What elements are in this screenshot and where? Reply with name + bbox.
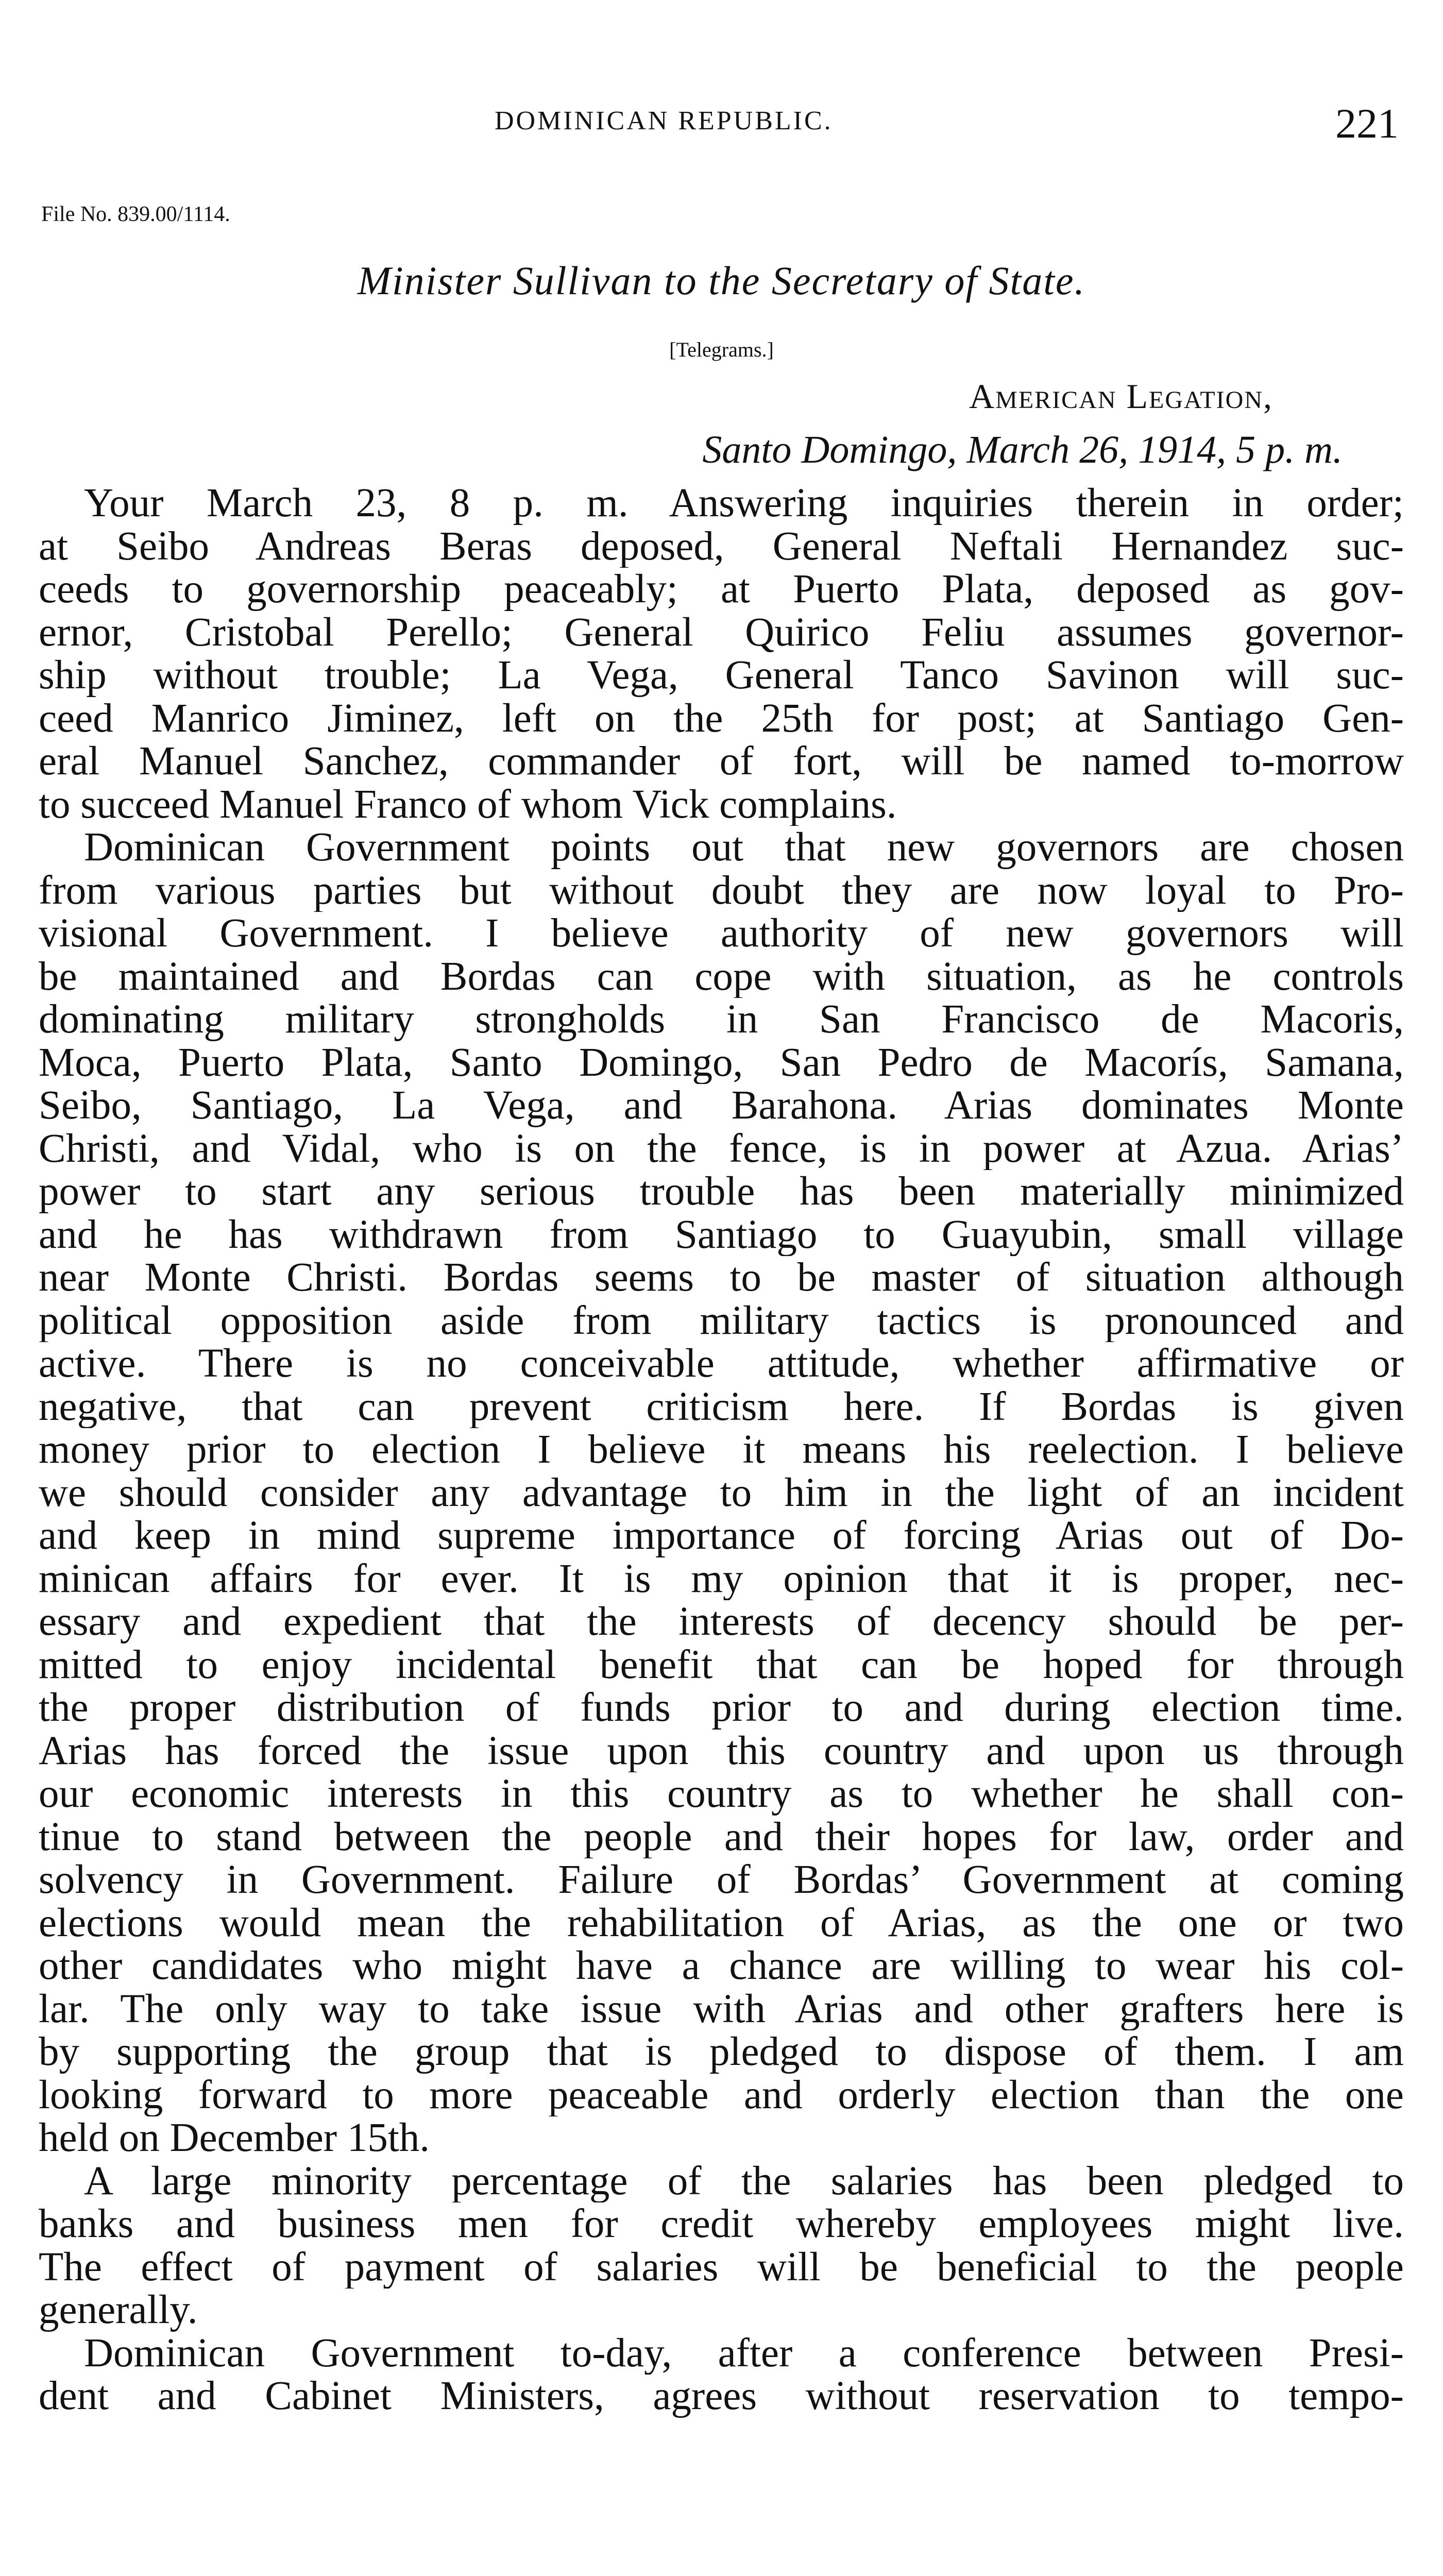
text-line: our economic interests in this country as to whether he shall con-	[39, 1772, 1404, 1816]
text-line: visional Government. I believe authority of new governors will	[39, 912, 1404, 955]
text-line: Seibo, Santiago, La Vega, and Barahona. Arias dominates Monte	[39, 1084, 1404, 1127]
text-line: Arias has forced the issue upon this country and upon us through	[39, 1729, 1404, 1772]
text-line: solvency in Government. Failure of Bordas’ Government at coming	[39, 1858, 1404, 1902]
text-line: Dominican Government points out that new governors are chosen	[84, 826, 1404, 869]
text-line: ceed Manrico Jiminez, left on the 25th for post; at Santiago Gen-	[39, 697, 1404, 740]
page-number: 221	[1335, 100, 1399, 147]
text-line: eral Manuel Sanchez, commander of fort, will be named to-morrow	[39, 740, 1404, 783]
text-line: the proper distribution of funds prior to and during election time.	[39, 1686, 1404, 1730]
text-line: active. There is no conceivable attitude, whether affirmative or	[39, 1342, 1404, 1385]
text-line: ceeds to governorship peaceably; at Puerto Plata, deposed as gov-	[39, 568, 1404, 611]
text-line: essary and expedient that the interests of decency should be per-	[39, 1600, 1404, 1643]
text-line: Christi, and Vidal, who is on the fence, is in power at Azua. Arias’	[39, 1127, 1404, 1170]
text-line: power to start any serious trouble has been materially minimized	[39, 1170, 1404, 1213]
text-line: and he has withdrawn from Santiago to Guayubin, small village	[39, 1213, 1404, 1256]
text-line: ship without trouble; La Vega, General Tanco Savinon will suc-	[39, 654, 1404, 697]
text-line: minican affairs for ever. It is my opinion that it is proper, nec-	[39, 1557, 1404, 1600]
text-line: negative, that can prevent criticism here. If Bordas is given	[39, 1385, 1404, 1428]
sender-heading: American Legation,	[969, 377, 1273, 416]
text-line: be maintained and Bordas can cope with situation, as he controls	[39, 955, 1404, 998]
text-line: banks and business men for credit whereby employees might live.	[39, 2202, 1404, 2246]
text-line: and keep in mind supreme importance of forcing Arias out of Do-	[39, 1514, 1404, 1557]
body-text	[39, 482, 1404, 2418]
text-line: dent and Cabinet Ministers, agrees without reservation to tempo-	[39, 2375, 1404, 2418]
text-line: money prior to election I believe it means his reelection. I believe	[39, 1428, 1404, 1471]
text-line: near Monte Christi. Bordas seems to be master of situation although	[39, 1256, 1404, 1299]
place-date-line: Santo Domingo, March 26, 1914, 5 p. m.	[702, 428, 1343, 471]
text-line: elections would mean the rehabilitation of Arias, as the one or two	[39, 1901, 1404, 1944]
text-line: Dominican Government to-day, after a conference between Presi-	[84, 2331, 1404, 2375]
file-number: File No. 839.00/1114.	[41, 202, 230, 226]
text-line: held on December 15th.	[39, 2116, 430, 2160]
text-line: Your March 23, 8 p. m. Answering inquiries therein in order;	[84, 482, 1404, 525]
text-line: by supporting the group that is pledged to dispose of them. I am	[39, 2030, 1404, 2074]
text-line: at Seibo Andreas Beras deposed, General Neftali Hernandez suc-	[39, 524, 1404, 568]
text-line: from various parties but without doubt they are now loyal to Pro-	[39, 869, 1404, 912]
text-line: A large minority percentage of the salaries has been pledged to	[84, 2159, 1404, 2202]
text-line: looking forward to more peaceable and orderly election than the one	[39, 2073, 1404, 2116]
text-line: dominating military strongholds in San Francisco de Macoris,	[39, 998, 1404, 1041]
document-type: [Telegrams.]	[669, 338, 774, 361]
text-line: to succeed Manuel Franco of whom Vick complains.	[39, 783, 897, 826]
running-head: DOMINICAN REPUBLIC.	[495, 106, 833, 135]
text-line: generally.	[39, 2289, 198, 2332]
text-line: ernor, Cristobal Perello; General Quirico Feliu assumes governor-	[39, 611, 1404, 654]
text-line: political opposition aside from military tactics is pronounced and	[39, 1299, 1404, 1342]
text-line: Moca, Puerto Plata, Santo Domingo, San Pedro de Macorís, Samana,	[39, 1041, 1404, 1084]
text-line: mitted to enjoy incidental benefit that can be hoped for through	[39, 1643, 1404, 1686]
text-line: lar. The only way to take issue with Arias and other grafters here is	[39, 1987, 1404, 2030]
text-line: other candidates who might have a chance are willing to wear his col-	[39, 1944, 1404, 1988]
text-line: we should consider any advantage to him in the light of an incident	[39, 1471, 1404, 1514]
text-line: tinue to stand between the people and their hopes for law, order and	[39, 1815, 1404, 1858]
document-title: Minister Sullivan to the Secretary of State.	[357, 258, 1085, 303]
text-line: The effect of payment of salaries will be beneficial to the people	[39, 2245, 1404, 2289]
